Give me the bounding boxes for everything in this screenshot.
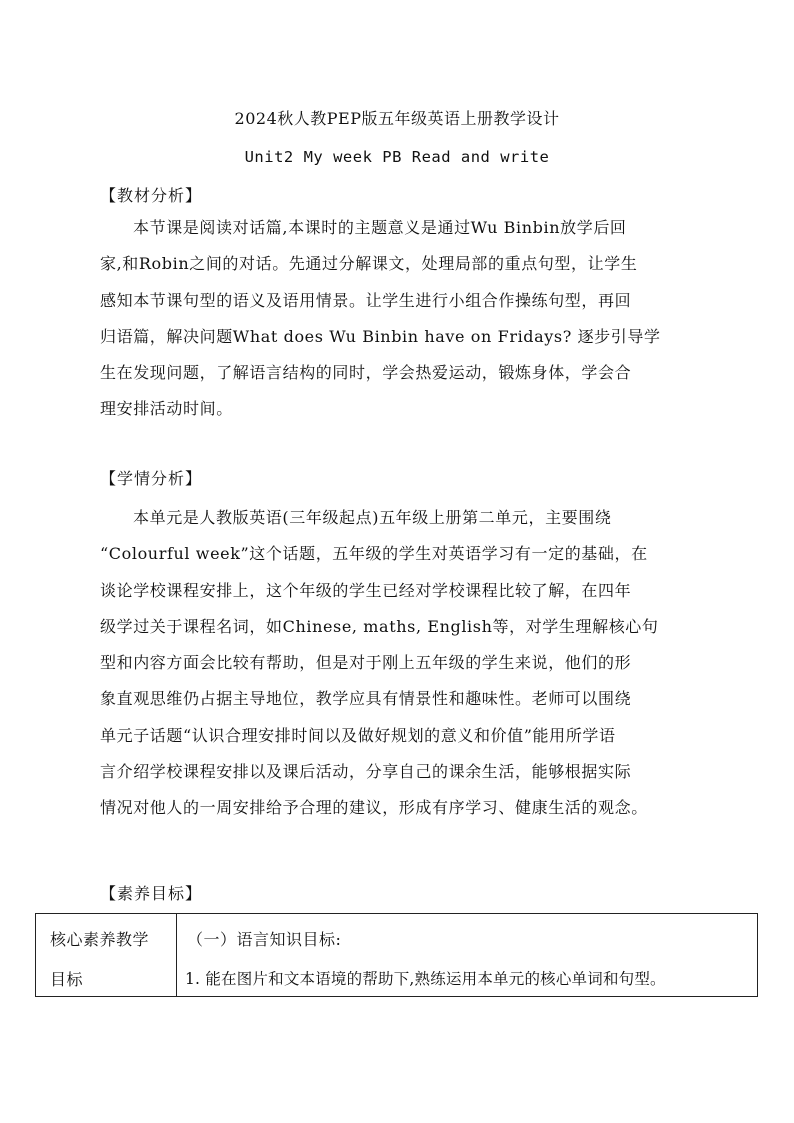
competency-goals-table bbox=[35, 913, 758, 997]
paragraph-line: 家,和Robin之间的对话。先通过分解课文，处理局部的重点句型，让学生 bbox=[100, 254, 638, 274]
table-header-line: 核心素养教学 bbox=[50, 930, 150, 949]
paragraph-line: 生在发现问题，了解语言结构的同时，学会热爱运动，锻炼身体，学会合 bbox=[100, 363, 632, 383]
table-content-cell bbox=[177, 914, 757, 996]
paragraph-line: 本节课是阅读对话篇,本课时的主题意义是通过Wu Binbin放学后回 bbox=[133, 218, 627, 237]
paragraph-line: 理安排活动时间。 bbox=[100, 399, 233, 419]
material-analysis-heading: 【教材分析】 bbox=[100, 186, 203, 205]
table-header-line: 目标 bbox=[50, 970, 84, 989]
table-content-line: （一）语言知识目标: bbox=[187, 930, 342, 949]
paragraph-line: 象直观思维仍占据主导地位，教学应具有情景性和趣味性。老师可以围绕 bbox=[100, 689, 632, 709]
document-title: 2024秋人教PEP版五年级英语上册教学设计 bbox=[234, 109, 560, 128]
paragraph-line: 言介绍学校课程安排以及课后活动，分享自己的课余生活，能够根据实际 bbox=[100, 762, 632, 782]
paragraph-line: 单元子话题“认识合理安排时间以及做好规划的意义和价值”能用所学语 bbox=[100, 725, 616, 745]
paragraph-line: 级学过关于课程名词，如Chinese, maths, English等，对学生理解核心句 bbox=[100, 616, 659, 636]
table-header-cell bbox=[36, 914, 177, 996]
material-analysis-paragraph bbox=[100, 210, 710, 428]
paragraph-line: 本单元是人教版英语(三年级起点)五年级上册第二单元，主要围绕 bbox=[133, 508, 612, 527]
document-subtitle: Unit2 My week PB Read and write bbox=[244, 148, 550, 166]
paragraph-line: 型和内容方面会比较有帮助，但是对于刚上五年级的学生来说，他们的形 bbox=[100, 653, 632, 673]
paragraph-line: 谈论学校课程安排上，这个年级的学生已经对学校课程比较了解，在四年 bbox=[100, 580, 632, 600]
learner-analysis-heading: 【学情分析】 bbox=[100, 469, 203, 488]
paragraph-line: 感知本节课句型的语义及语用情景。让学生进行小组合作操练句型，再回 bbox=[100, 290, 632, 310]
learner-analysis-paragraph bbox=[100, 500, 710, 827]
paragraph-line: “Colourful week”这个话题，五年级的学生对英语学习有一定的基础，在 bbox=[100, 544, 648, 564]
competency-goals-heading: 【素养目标】 bbox=[100, 884, 203, 903]
table-content-line: 1. 能在图片和文本语境的帮助下,熟练运用本单元的核心单词和句型。 bbox=[185, 970, 666, 988]
paragraph-line: 归语篇，解决问题What does Wu Binbin have on Fridays? 逐步引导学 bbox=[100, 326, 661, 346]
paragraph-line: 情况对他人的一周安排给予合理的建议，形成有序学习、健康生活的观念。 bbox=[100, 798, 648, 818]
